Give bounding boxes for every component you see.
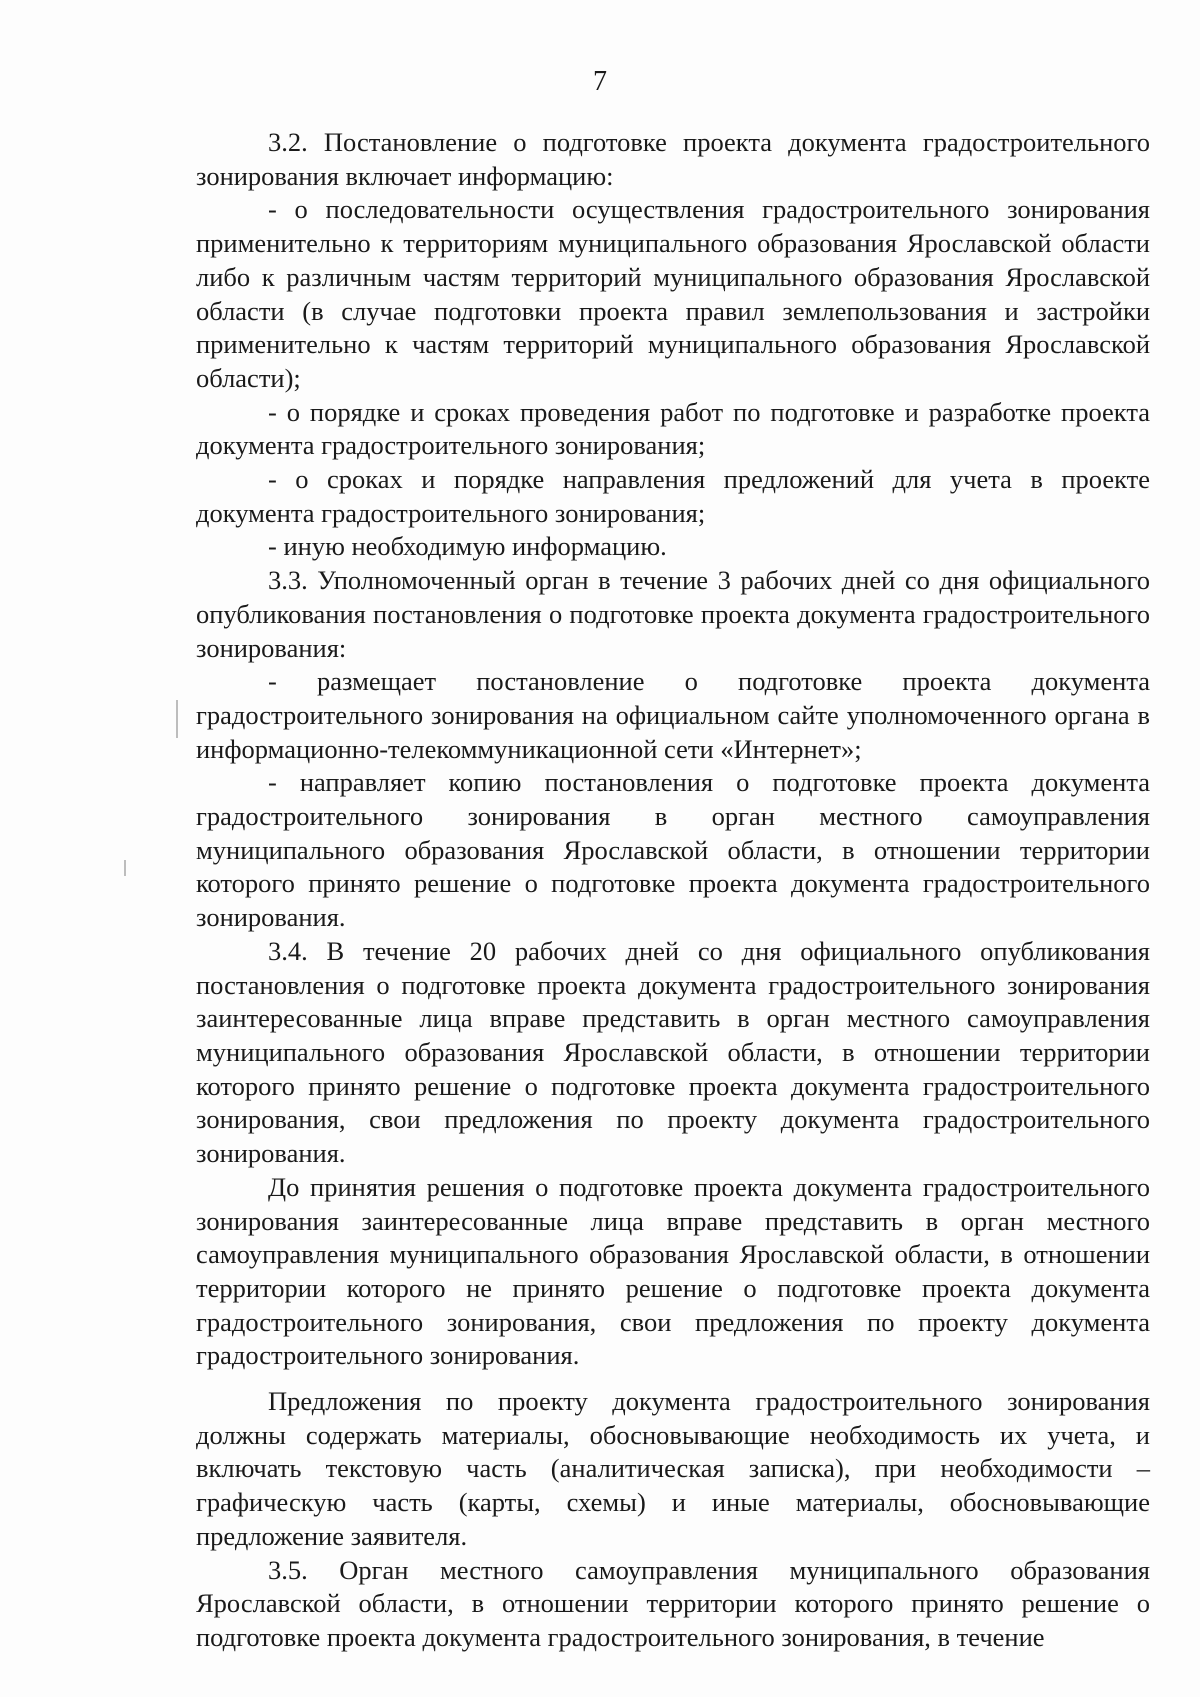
paragraph: 3.4. В течение 20 рабочих дней со дня официального опубликования постановления о подготовке проекта документа градостроительного зонирования заинтересованные лица вправе представить в орган местного самоуправления муниципального образования Ярославской области, в отношении территории которого принято решение о подготовке проекта документа градостроительного зонирования, свои предложения по проекту документа градостроительного зонирования. [196,935,1150,1169]
scan-mark [124,860,126,876]
paragraph: До принятия решения о подготовке проекта документа градостроительного зонирования заинтересованные лица вправе представить в орган местного самоуправления муниципального образования Ярославской области, в отношении территории которого не принято решение о подготовке проекта документа градостроительного зонирования, свои предложения по проекту документа градостроительного зонирования. [196,1171,1150,1371]
paragraph: - о сроках и порядке направления предложений для учета в проекте документа градостроительного зонирования; [196,464,1150,528]
paragraph: Предложения по проекту документа градостроительного зонирования должны содержать материалы, обосновывающие необходимость их учета, и включать текстовую часть (аналитическая записка), при необходимости – графическую часть (карты, схемы) и иные материалы, обосновывающие предложение заявителя. [196,1386,1150,1551]
paragraph: - иную необходимую информацию. [268,531,667,562]
document-body [196,126,1150,1655]
paragraph: - размещает постановление о подготовке проекта документа градостроительного зонирования на официальном сайте уполномоченного органа в информационно-телекоммуникационной сети «Интернет»; [196,666,1150,764]
paragraph: - о последовательности осуществления градостроительного зонирования применительно к территориям муниципального образования Ярославской области либо к различным частям территорий муниципального образования Ярославской области (в случае подготовки проекта правил землепользования и застройки применительно к частям территорий муниципального образования Ярославской области); [196,194,1150,393]
paragraph: 3.2. Постановление о подготовке проекта документа градостроительного зонирования включает информацию: [196,127,1150,191]
paragraph: 3.3. Уполномоченный орган в течение 3 рабочих дней со дня официального опубликования постановления о подготовке проекта документа градостроительного зонирования: [196,565,1150,663]
page-number: 7 [593,66,607,97]
paragraph: - направляет копию постановления о подготовке проекта документа градостроительного зонирования в орган местного самоуправления муниципального образования Ярославской области, в отношении территории которого принято решение о подготовке проекта документа градостроительного зонирования. [196,767,1150,933]
paragraph: 3.5. Орган местного самоуправления муниципального образования Ярославской области, в отношении территории которого принято решение о подготовке проекта документа градостроительного зонирования, в течение [196,1554,1150,1652]
paragraph: - о порядке и сроках проведения работ по подготовке и разработке проекта документа градостроительного зонирования; [196,396,1150,461]
scan-mark [176,700,178,738]
